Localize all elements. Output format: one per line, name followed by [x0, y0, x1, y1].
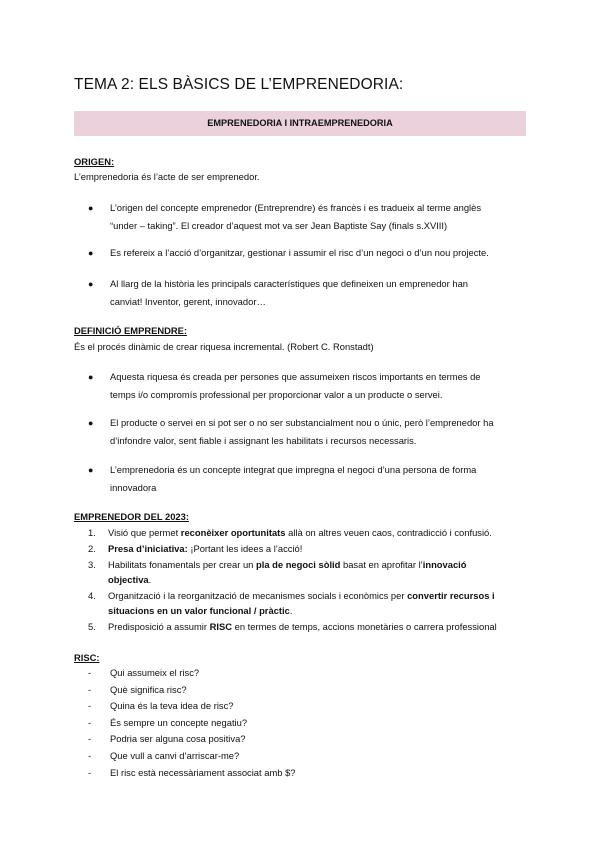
definicio-intro: És el procés dinàmic de crear riquesa incremental. (Robert C. Ronstadt)	[74, 341, 374, 352]
bullet-icon: ●	[88, 418, 94, 428]
page-title: TEMA 2: ELS BÀSICS DE L’EMPRENEDORIA:	[74, 76, 404, 93]
risc-heading: RISC:	[74, 652, 100, 663]
emprenedor-heading: EMPRENEDOR DEL 2023:	[74, 511, 189, 522]
list-item: - Qui assumeix el risc?	[88, 667, 200, 678]
bullet-icon: ●	[88, 279, 94, 289]
list-item: - Podria ser alguna cosa positiva?	[88, 733, 246, 745]
origen-intro: L’emprenedoria és l’acte de ser emprenedor.	[74, 171, 260, 182]
list-item: - El risc està necessàriament associat amb $?	[88, 766, 296, 778]
list-item: 3. Habilitats fonamentals per crear un pla de negoci sòlid basat en aprofitar l’innovació objectiva.	[88, 559, 467, 585]
list-item: 2. Presa d’iniciativa: ¡Portant les idees a l’acció!	[88, 543, 303, 554]
origen-heading: ORIGEN:	[74, 156, 115, 167]
bullet-icon: ●	[88, 248, 94, 258]
definicio-heading: DEFINICIÓ EMPRENDRE:	[74, 325, 188, 336]
list-item: - Que vull a canvi d’arriscar-me?	[88, 749, 240, 761]
list-item: - És sempre un concepte negatiu?	[88, 716, 248, 728]
list-item: 4. Organització i la reorganització de mecanismes socials i econòmics per convertir recursos i situacions en un valor funcional / pràctic.	[88, 590, 495, 616]
list-item: 5. Predisposició a assumir RISC en termes de temps, accions monetàries o carrera professional	[88, 621, 497, 632]
emprenedor-list	[88, 525, 528, 634]
list-item: 1. Visió que permet reconèixer oportunitats allà on altres veuen caos, contradicció i confusió.	[88, 527, 492, 538]
bullet-icon: ●	[88, 465, 94, 475]
risc-list	[88, 665, 508, 781]
section-banner: EMPRENEDORIA I INTRAEMPRENEDORIA	[74, 111, 526, 136]
document-page: TEMA 2: ELS BÀSICS DE L’EMPRENEDORIA: EMPRENEDORIA I INTRAEMPRENEDORIA ORIGEN: L’emprenedoria és l’acte de ser emprenedor. ● L’origen del concepte emprenedor (Entreprendre) és francès i es tradueix al terme anglès “under – taking”. El creador d’aquest mot va ser Jean Baptiste Say (finals s.XVIII) ● Es refereix a l’acció d’organitzar, gestionar i assumir el risc d’un negoci o d’un nou projecte. ● Al llarg de la història les principals característiques que defineixen un emprenedor han canviat! Inventor, gerent, innovador… DEFINICIÓ EMPRENDRE: És el procés dinàmic de crear riquesa incremental. (Robert C. Ronstadt) ● Aquesta riquesa és creada per persones que assumeixen riscos importants en termes de temps i/o compromís professional per proporcionar valor a un producte o servei. ● El producte o servei en si pot ser o no ser substancialment nou o únic, però l’emprenedor ha d’infondre valor, sent fiable i assignant les habilitats i recursos necessaris. ● L’emprenedoria és un concepte integrat que impregna el negoci d’una persona de forma innovadora EMPRENEDOR DEL 2023: 1. Visió que permet reconèixer oportunitats allà on altres veuen caos, contradicció i confusió. 2. Presa d’iniciativa: ¡Portant les idees a l’acció! 3. Habilitats fonamentals per crear un pla de negoci sòlid basat en aprofitar l’innovació objectiva. 4. Organització i la reorganització de mecanismes socials i econòmics per convertir recursos i situacions en un valor funcional / pràctic. 5. Predisposició a assumir RISC en termes de temps, accions monetàries o carrera professional RISC: - Qui assumeix el risc? - Què significa risc? - Quina és la teva idea de risc? - És sempre un concepte negatiu? - Podria ser alguna cosa positiva? - Que vull a canvi d’arriscar-me? - El risc està necessàriament associat amb $?	[0, 0, 600, 848]
bullet-icon: ●	[88, 372, 94, 382]
bullet-icon: ●	[88, 203, 94, 213]
list-item: - Quina és la teva idea de risc?	[88, 700, 234, 712]
list-item: - Què significa risc?	[88, 683, 187, 695]
